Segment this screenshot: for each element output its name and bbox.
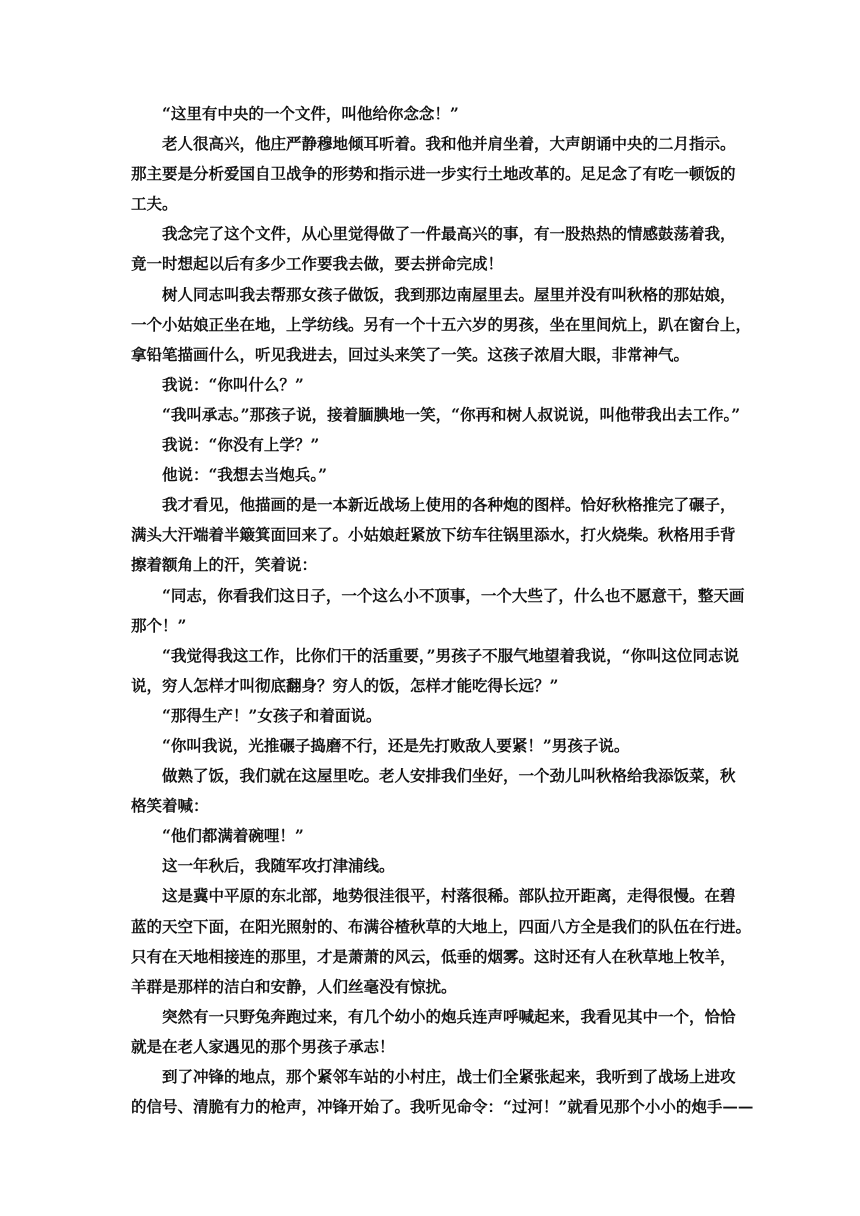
- text-line: 老人很高兴，他庄严静穆地倾耳听着。我和他并肩坐着，大声朗诵中央的二月指示。: [162, 134, 736, 154]
- text-line: 树人同志叫我去帮那女孩子做饭，我到那边南屋里去。屋里并没有叫秋格的那姑娘，: [162, 284, 736, 304]
- text-line: “我叫承志。”那孩子说，接着腼腆地一笑，“你再和树人叔说说，叫他带我出去工作。”: [162, 404, 741, 424]
- text-line: 我说：“你没有上学？”: [162, 435, 320, 455]
- text-line: 擦着额角上的汗，笑着说：: [131, 555, 318, 575]
- text-line: 我才看见，他描画的是一本新近战场上使用的各种炮的图样。恰好秋格推完了碾子，: [162, 495, 736, 515]
- text-line: 突然有一只野兔奔跑过来，有几个幼小的炮兵连声呼喊起来，我看见其中一个，恰恰: [162, 1006, 736, 1026]
- text-line: “我觉得我这工作，比你们干的活重要，”男孩子不服气地望着我说，“你叫这位同志说: [162, 645, 739, 665]
- text-line: “他们都满着碗哩！”: [162, 826, 304, 846]
- text-line: 这一年秋后，我随军攻打津浦线。: [162, 856, 395, 876]
- text-line: 的信号、清脆有力的枪声，冲锋开始了。我听见命令：“过河！”就看见那个小小的炮手——: [131, 1097, 754, 1117]
- text-line: 就是在老人家遇见的那个男孩子承志！: [131, 1036, 395, 1056]
- text-line: 蓝的天空下面，在阳光照射的、布满谷楂秋草的大地上，四面八方全是我们的队伍在行进。: [131, 916, 752, 936]
- text-line: 这是冀中平原的东北部，地势很洼很平，村落很稀。部队拉开距离，走得很慢。在碧: [162, 886, 736, 906]
- text-line: 到了冲锋的地点，那个紧邻车站的小村庄，战士们全紧张起来，我听到了战场上进攻: [162, 1067, 736, 1086]
- text-line: “同志，你看我们这日子，一个这么小不顶事，一个大些了，什么也不愿意干，整天画: [162, 585, 745, 605]
- text-line: 一个小姑娘正坐在地，上学纺线。另有一个十五六岁的男孩，坐在里间炕上，趴在窗台上，: [131, 314, 752, 334]
- text-line: “你叫我说，光推碾子捣磨不行，还是先打败敌人要紧！”男孩子说。: [162, 735, 630, 755]
- text-line: 竟一时想起以后有多少工作要我去做，要去拼命完成！: [131, 254, 504, 274]
- text-line: 我念完了这个文件，从心里觉得做了一件最高兴的事，有一股热热的情感鼓荡着我，: [162, 224, 736, 244]
- text-line: 只有在天地相接连的那里，才是萧萧的风云，低垂的烟雾。这时还有人在秋草地上牧羊，: [131, 946, 736, 966]
- text-line: 做熟了饭，我们就在这屋里吃。老人安排我们坐好，一个劲儿叫秋格给我添饭菜，秋: [162, 766, 736, 786]
- text-line: “那得生产！”女孩子和着面说。: [162, 705, 382, 725]
- text-line: 那主要是分析爱国自卫战争的形势和指示进一步实行土地改革的。足足念了有吃一顿饭的: [131, 164, 736, 184]
- text-line: 羊群是那样的洁白和安静，人们丝毫没有惊扰。: [131, 976, 457, 996]
- article-body: [131, 99, 754, 1122]
- text-line: “这里有中央的一个文件，叫他给你念念！”: [162, 104, 459, 123]
- text-line: 说，穷人怎样才叫彻底翻身？穷人的饭，怎样才能吃得长远？”: [131, 675, 559, 695]
- text-line: 我说：“你叫什么？”: [162, 374, 304, 394]
- text-line: 工夫。: [131, 194, 178, 214]
- text-line: 满头大汗端着半簸箕面回来了。小姑娘赶紧放下纺车往锅里添水，打火烧柴。秋格用手背: [131, 525, 736, 545]
- text-line: 拿铅笔描画什么，听见我进去，回过头来笑了一笑。这孩子浓眉大眼，非常神气。: [131, 344, 690, 364]
- text-line: 格笑着喊：: [131, 796, 209, 816]
- text-line: 那个！”: [131, 615, 187, 635]
- text-line: 他说：“我想去当炮兵。”: [162, 465, 328, 485]
